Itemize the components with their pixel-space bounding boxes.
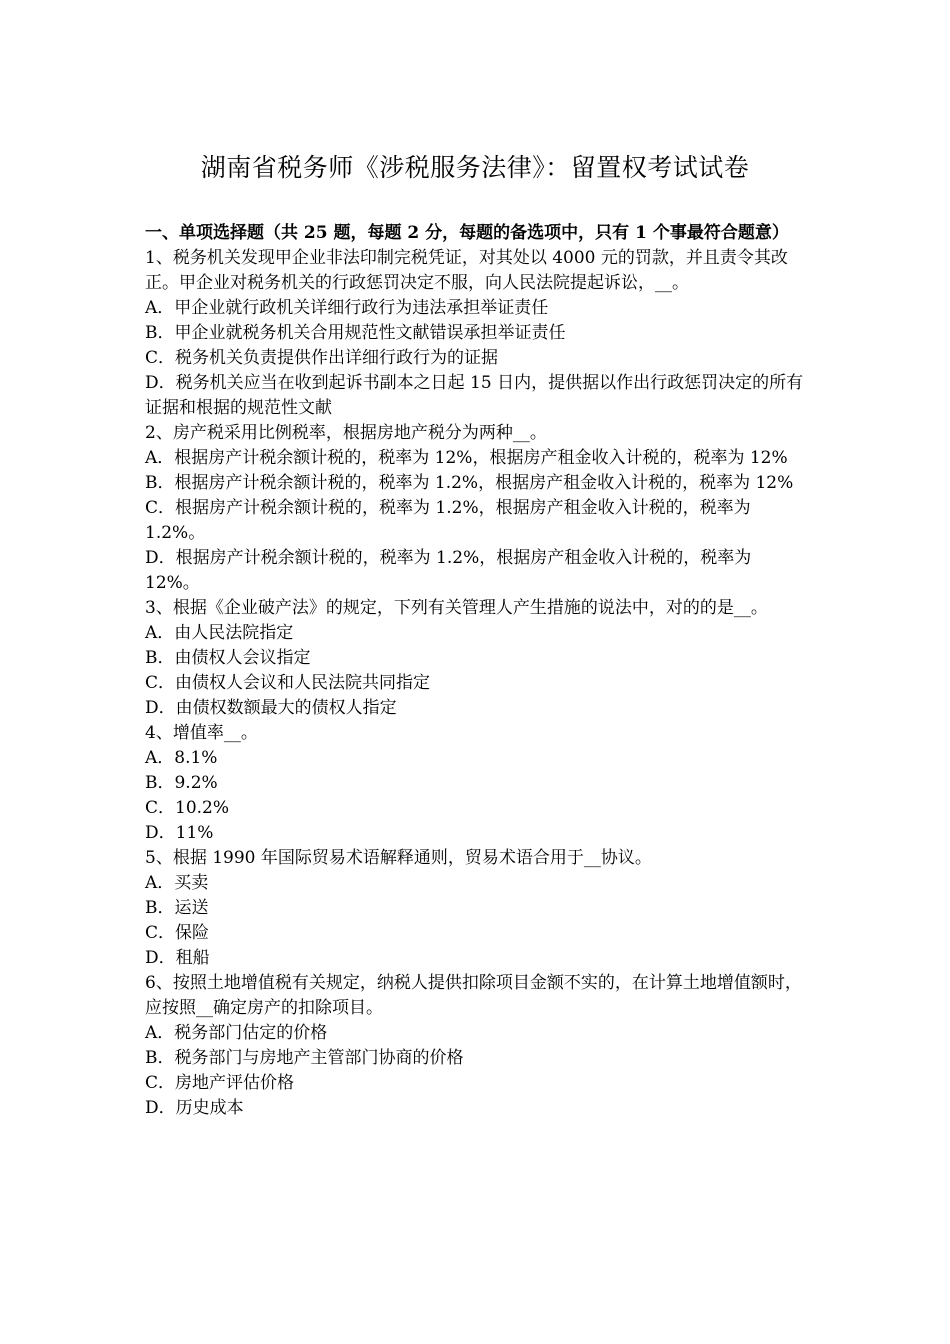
question-6	[145, 971, 807, 1121]
option-b: B．税务部门与房地产主管部门协商的价格	[145, 1048, 464, 1068]
option-c: C．房地产评估价格	[145, 1073, 295, 1093]
option-d: D．历史成本	[145, 1098, 244, 1118]
option-d: D．根据房产计税余额计税的，税率为 1.2%，根据房产租金收入计税的，税率为 12%。	[145, 548, 752, 593]
section-heading: 一、单项选择题（共 25 题，每题 2 分，每题的备选项中，只有 1 个事最符合题意）	[145, 223, 789, 243]
question-1	[145, 246, 807, 421]
question-3	[145, 596, 807, 721]
question-text: 1、税务机关发现甲企业非法印制完税凭证，对其处以 4000 元的罚款，并且责令其改正。甲企业对税务机关的行政惩罚决定不服，向人民法院提起诉讼，__。	[145, 248, 788, 293]
question-4	[145, 721, 807, 846]
question-text: 2、房产税采用比例税率，根据房地产税分为两种__。	[145, 423, 547, 443]
question-5	[145, 846, 807, 971]
question-2	[145, 421, 807, 596]
option-d: D．11%	[145, 823, 214, 843]
option-c: C．由债权人会议和人民法院共同指定	[145, 673, 431, 693]
option-a: A．根据房产计税余额计税的，税率为 12%，根据房产租金收入计税的，税率为 12%	[145, 448, 788, 468]
option-c: C．10.2%	[145, 798, 230, 818]
question-text: 5、根据 1990 年国际贸易术语解释通则，贸易术语合用于__协议。	[145, 848, 652, 868]
question-text: 4、增值率__。	[145, 723, 258, 743]
option-c: C．税务机关负责提供作出详细行政行为的证据	[145, 348, 499, 368]
option-d: D．租船	[145, 948, 210, 968]
option-a: A．税务部门估定的价格	[145, 1023, 328, 1043]
option-d: D．由债权数额最大的债权人指定	[145, 698, 397, 718]
option-d: D．税务机关应当在收到起诉书副本之日起 15 日内，提供据以作出行政惩罚决定的所有证据和根据的规范性文献	[145, 373, 804, 418]
option-c: C．根据房产计税余额计税的，税率为 1.2%，根据房产租金收入计税的，税率为 1.2%。	[145, 498, 751, 543]
option-b: B．根据房产计税余额计税的，税率为 1.2%，根据房产租金收入计税的，税率为 12%	[145, 473, 794, 493]
option-b: B．由债权人会议指定	[145, 648, 311, 668]
document-title: 湖南省税务师《涉税服务法律》：留置权考试试卷	[200, 153, 750, 182]
question-text: 3、根据《企业破产法》的规定，下列有关管理人产生措施的说法中，对的的是__。	[145, 598, 768, 618]
option-b: B．9.2%	[145, 773, 218, 793]
option-a: A．由人民法院指定	[145, 623, 294, 643]
option-a: A．买卖	[145, 873, 209, 893]
option-a: A．8.1%	[145, 748, 218, 768]
document-content	[145, 221, 807, 1121]
question-text: 6、按照土地增值税有关规定，纳税人提供扣除项目金额不实的，在计算土地增值额时，应按照__确定房产的扣除项目。	[145, 973, 802, 1018]
option-b: B．甲企业就税务机关合用规范性文献错误承担举证责任	[145, 323, 566, 343]
option-c: C．保险	[145, 923, 210, 943]
option-b: B．运送	[145, 898, 209, 918]
option-a: A．甲企业就行政机关详细行政行为违法承担举证责任	[145, 298, 549, 318]
